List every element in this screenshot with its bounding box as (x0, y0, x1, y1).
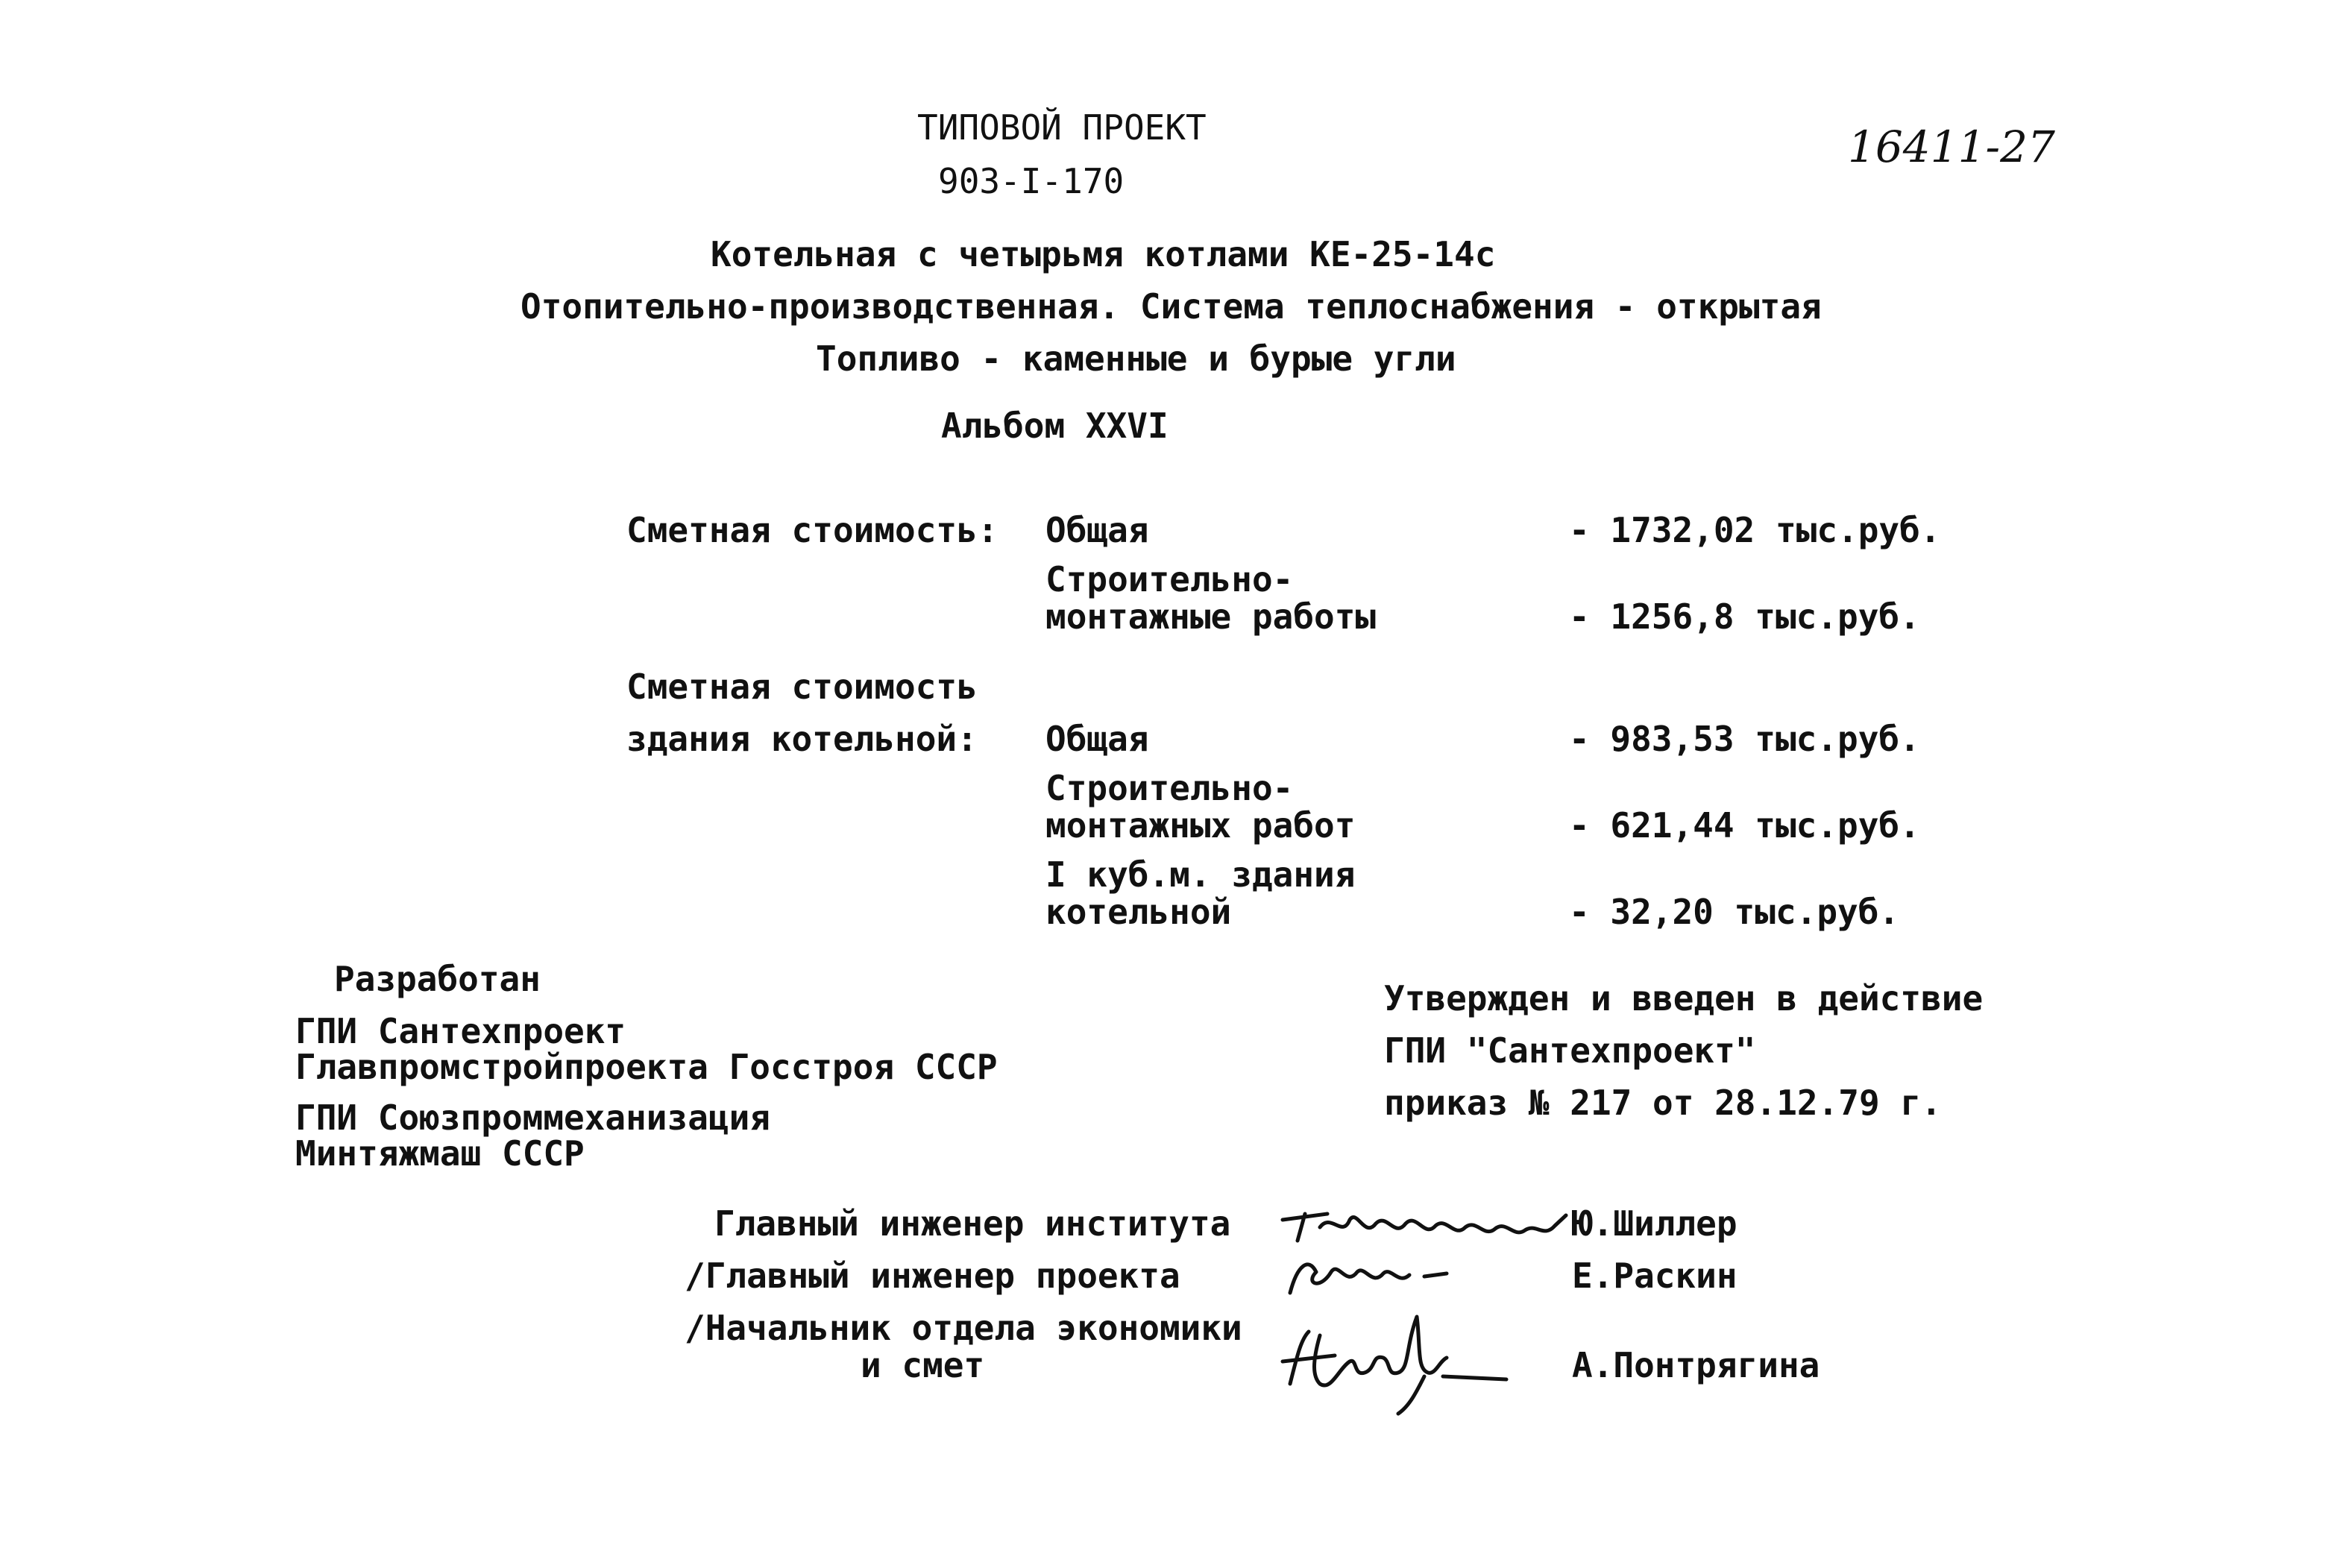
signer-name-chief-engineer-project: Е.Раскин (1572, 1256, 1737, 1296)
approval-order: приказ № 217 от 28.12.79 г. (1384, 1083, 1942, 1123)
building-general-name: Общая (1045, 719, 1149, 759)
building-construction-name: Строительно- (1045, 768, 1294, 808)
total-general-name: Общая (1045, 510, 1149, 550)
building-cost-label-2: здания котельной: (626, 719, 978, 759)
building-cubic-value: - 32,20 тыс.руб. (1569, 892, 1900, 932)
handwritten-signature-1 (1275, 1197, 1573, 1251)
building-cost-label: Сметная стоимость (626, 667, 978, 707)
building-cubic-name-2: котельной (1045, 892, 1232, 932)
developer-org-2: ГПИ Союзпроммеханизация (295, 1098, 770, 1138)
project-number: 903-I-170 (938, 161, 1125, 201)
building-construction-name-2: монтажных работ (1045, 805, 1356, 846)
signer-role-head-economics-2: и смет (861, 1345, 985, 1385)
title-line-1: Котельная с четырьмя котлами КЕ-25-14с (711, 234, 1496, 274)
total-cost-label: Сметная стоимость: (626, 510, 998, 550)
title-line-3: Топливо - каменные и бурые угли (816, 339, 1456, 379)
developed-label: Разработан (334, 959, 541, 999)
signer-role-chief-engineer-project: /Главный инженер проекта (685, 1256, 1180, 1296)
signer-role-head-economics: /Начальник отдела экономики (685, 1308, 1242, 1348)
signer-name-chief-engineer-institute: Ю.Шиллер (1572, 1203, 1737, 1244)
building-construction-value: - 621,44 тыс.руб. (1569, 805, 1920, 846)
doc-type-heading: ТИПОВОЙ ПРОЕКТ (917, 107, 1207, 148)
total-general-value: - 1732,02 тыс.руб. (1569, 510, 1941, 550)
signer-role-chief-engineer-institute: Главный инженер института (714, 1203, 1231, 1244)
building-cubic-name: I куб.м. здания (1045, 854, 1356, 895)
signer-name-head-economics: А.Понтрягина (1572, 1345, 1820, 1385)
developer-org-1-parent: Главпромстройпроекта Госстроя СССР (295, 1047, 998, 1087)
album-number: Альбом XXVI (941, 406, 1169, 446)
handwritten-signature-3 (1268, 1302, 1521, 1421)
total-construction-name: Строительно- (1045, 559, 1294, 599)
developer-org-1: ГПИ Сантехпроект (295, 1011, 626, 1051)
title-line-2: Отопительно-производственная. Система теплоснабжения - открытая (521, 286, 1822, 327)
total-construction-name-2: монтажные работы (1045, 596, 1377, 637)
inventory-number: 16411-27 (1848, 122, 2055, 172)
building-general-value: - 983,53 тыс.руб. (1569, 719, 1920, 759)
developer-org-2-parent: Минтяжмаш СССР (295, 1133, 585, 1174)
approval-org: ГПИ "Сантехпроект" (1384, 1030, 1756, 1071)
handwritten-signature-2 (1275, 1250, 1469, 1303)
total-construction-value: - 1256,8 тыс.руб. (1569, 596, 1920, 637)
approval-line-1: Утвержден и введен в действие (1384, 978, 1984, 1018)
